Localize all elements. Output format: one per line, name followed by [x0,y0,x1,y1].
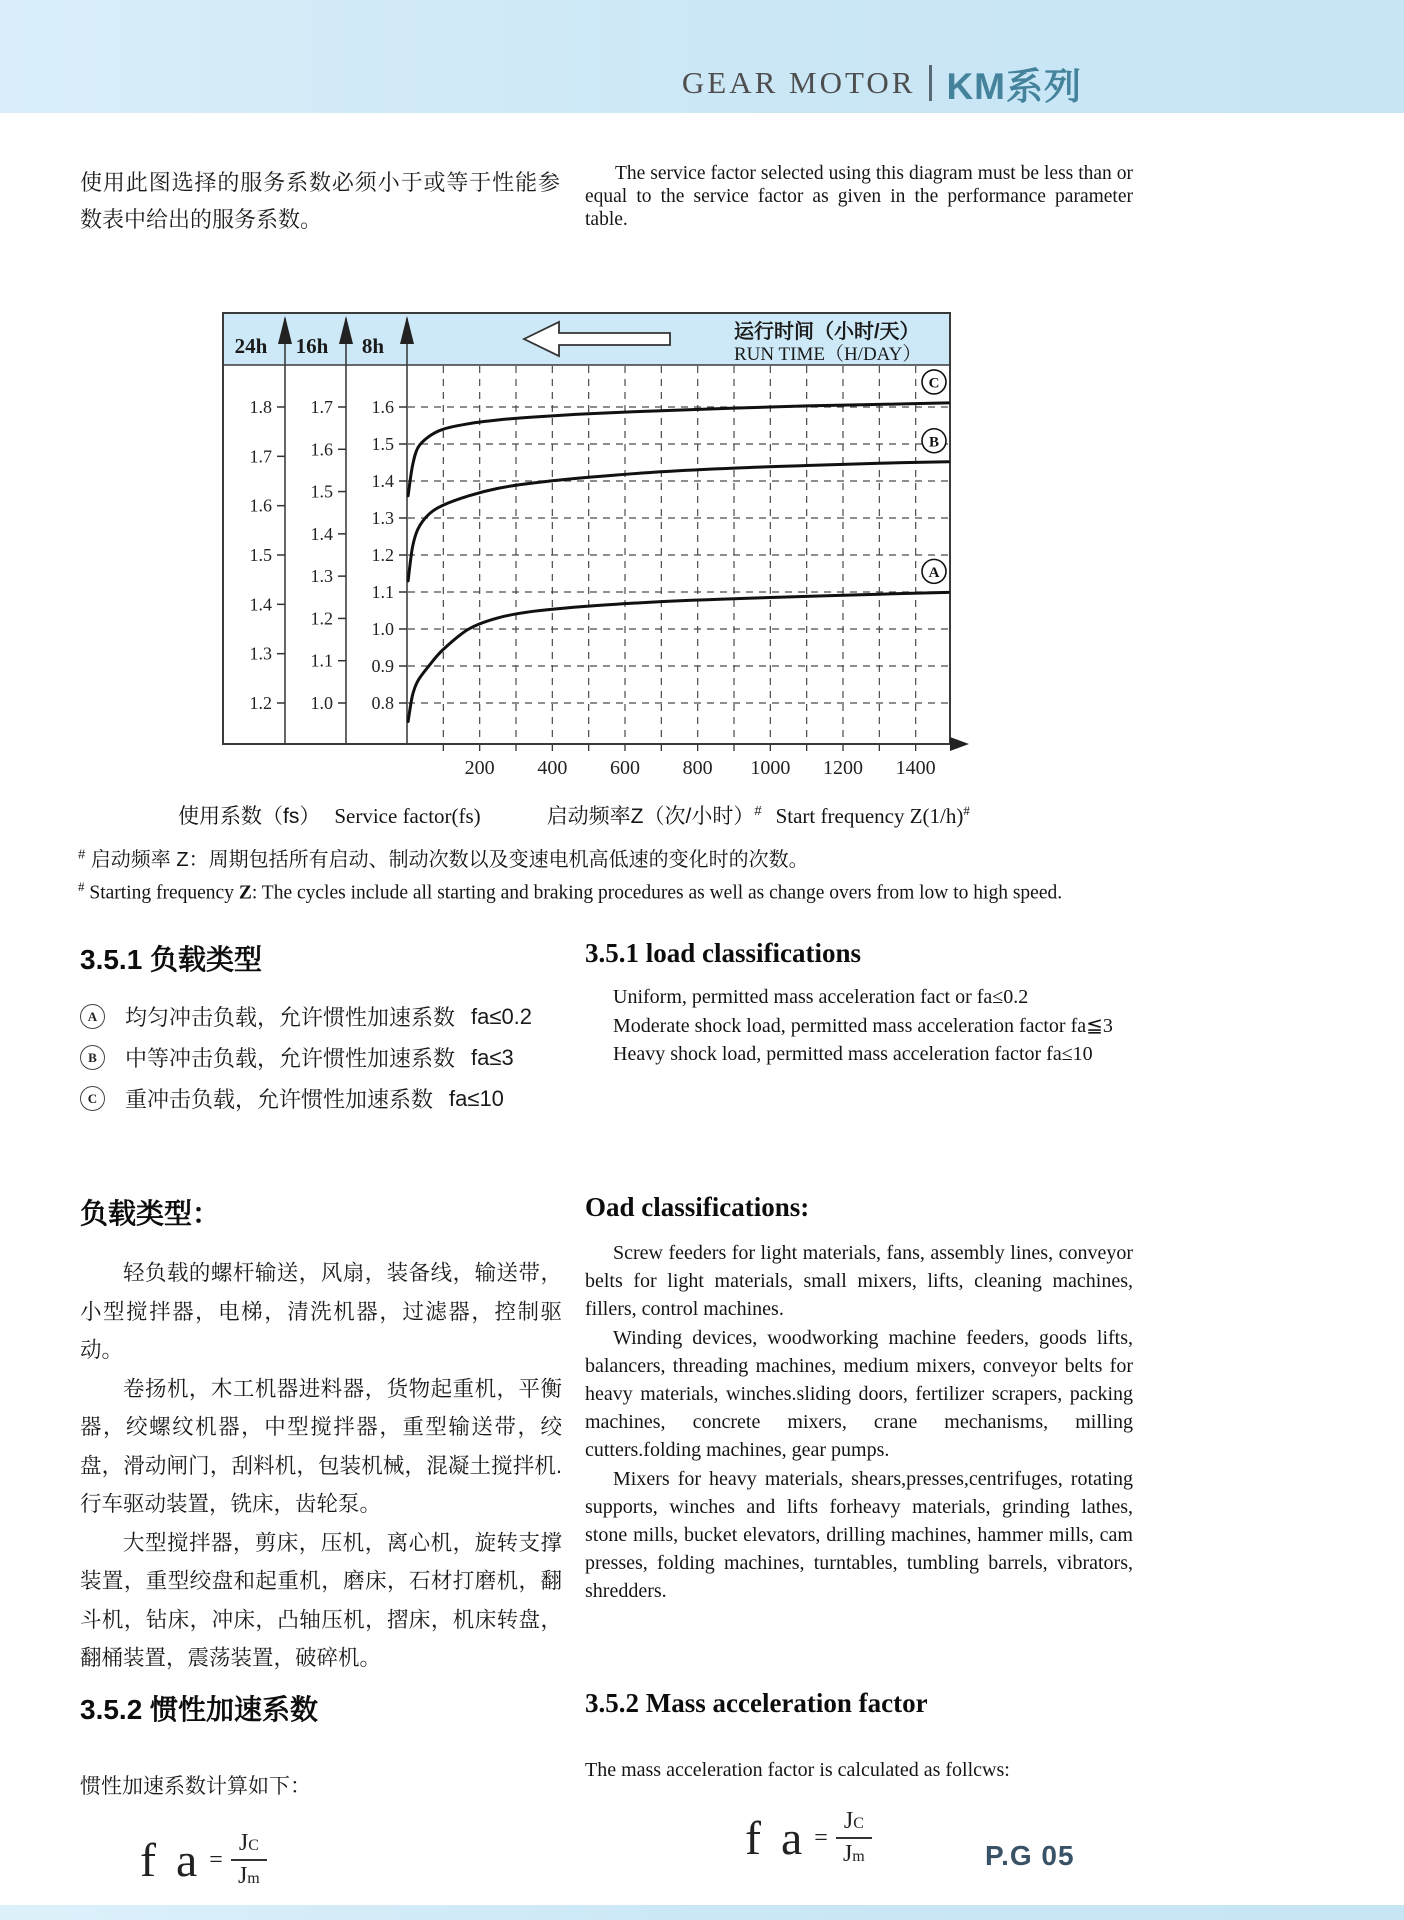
svg-text:1.7: 1.7 [310,397,333,417]
svg-text:1.3: 1.3 [310,566,333,587]
svg-text:1.1: 1.1 [371,582,394,602]
load-types-zh-title: 负载类型： [80,1198,221,1229]
x-axis-label-zh: 启动频率Z（次/小时） [546,805,755,828]
circled-c-mark: C [80,1086,105,1111]
svg-text:1.4: 1.4 [371,471,394,491]
x-axis-footnote-mark-en: # [963,803,970,818]
brand-divider [929,65,932,101]
svg-text:1.5: 1.5 [249,545,272,565]
svg-text:1400: 1400 [895,757,936,779]
load-types-zh-paragraph: 轻负载的螺杆输送，风扇，装备线，输送带，小型搅拌器，电梯，清洗机器，过滤器，控制驱动。 [80,1261,562,1362]
section-352-zh [80,1688,318,1890]
svg-text:1.5: 1.5 [371,434,394,454]
svg-text:1.3: 1.3 [249,643,272,664]
svg-text:0.9: 0.9 [371,656,394,676]
svg-text:B: B [928,434,940,451]
svg-text:1.2: 1.2 [371,545,394,565]
load-types-en-paragraph: Mixers for heavy materials, shears,presses,centrifuges, rotating supports, winches and lifts forheavy materials, grinding lathes, stone mills, bucket elevators, drilling machines, hammer mills, cam presses, folding machines, turntables, tumbling barrels, vibrators, shredders. [585,1467,1133,1603]
section-352-en-title: 3.5.2 Mass acceleration factor [585,1688,928,1718]
section-352-en [585,1688,1010,1868]
footnote-zh [78,843,809,872]
load-types-en-paragraph: Screw feeders for light materials, fans, assembly lines, conveyor belts for light materials, small mixers, lifts, cleaning machines, fillers, control machines. [585,1242,1133,1321]
svg-text:600: 600 [610,757,640,779]
intro-paragraph-zh: 使用此图选择的服务系数必须小于或等于性能参数表中给出的服务系数。 [80,170,560,232]
svg-text:1.5: 1.5 [310,481,333,502]
list-item [80,1078,570,1119]
item-text: 重冲击负载，允许惯性加速系数 [125,1087,434,1112]
item-value: fa≤10 [449,1085,504,1111]
section-352-zh-title: 3.5.2 惯性加速系数 [80,1694,319,1725]
page-number: P.G 05 [985,1840,1075,1871]
footnote-en-prefix: Starting frequency [89,882,239,904]
formula-equals: = [814,1824,828,1851]
svg-text:0.8: 0.8 [371,693,394,713]
load-class-en-item: Heavy shock load, permitted mass acceleration factor fa≤10 [613,1043,1093,1065]
list-item [80,1037,570,1078]
item-text: 均匀冲击负载，允许惯性加速系数 [125,1005,456,1030]
chart-caption [178,800,1078,830]
svg-text:1.6: 1.6 [249,495,272,516]
section-352-zh-subtext: 惯性加速系数计算如下： [80,1775,311,1798]
formula-fraction [836,1808,872,1868]
load-types-en-paragraph: Winding devices, woodworking machine feeders, goods lifts, balancers, threading machines, medium mixers, conveyor belts for heavy materials, winches.sliding doors, fertilizer scrapers, packing machines, concrete mixers, crane mechanisms, milling cutters.folding machines, gear pumps. [585,1326,1133,1462]
section-351-en [585,938,1133,1069]
svg-text:1200: 1200 [823,757,863,779]
section-351-zh [80,938,570,1119]
svg-text:A: A [928,564,940,581]
load-types-zh [80,1192,562,1678]
item-value: fa≤0.2 [471,1003,533,1029]
formula-fraction [231,1830,267,1890]
list-item [80,996,570,1037]
footnote-zh-text: 启动频率 Z：周期包括所有启动、制动次数以及变速电机高低速的变化时的次数。 [90,849,809,871]
load-types-zh-paragraph: 大型搅拌器，剪床，压机，离心机，旋转支撑装置，重型绞盘和起重机，磨床，石材打磨机，翻斗机，钻床，冲床，凸轴压机，摺床，机床转盘，翻桶装置，震荡装置，破碎机。 [80,1530,562,1670]
svg-text:800: 800 [682,757,713,779]
service-factor-chart [222,312,972,790]
y-axis-label-zh: 使用系数（fs） [178,805,321,828]
footnote-mark: # [78,846,86,862]
formula-lhs: f a [745,1811,807,1865]
svg-text:400: 400 [537,757,568,779]
intro-paragraph-en: The service factor selected using this diagram must be less than or equal to the service factor as given in the performance parameter table. [585,162,1133,230]
load-class-list-zh [80,996,570,1119]
svg-text:运行时间（小时/天）: 运行时间（小时/天） [734,321,920,343]
x-axis-label-en: Start frequency Z(1/h) [775,804,964,828]
svg-text:1.1: 1.1 [310,650,333,671]
formula-numerator: JC [231,1830,267,1861]
load-types-en-title: Oad classifications: [585,1192,810,1222]
svg-text:1.0: 1.0 [310,693,333,713]
mass-acceleration-formula [140,1830,267,1890]
svg-text:1000: 1000 [750,757,791,779]
svg-text:RUN TIME（H/DAY）: RUN TIME（H/DAY） [734,344,922,365]
section-351-zh-title: 3.5.1 负载类型 [80,944,263,975]
section-352-en-subtext: The mass acceleration factor is calculated as follcws: [585,1759,1010,1781]
svg-text:24h: 24h [234,334,268,358]
circled-a-mark: A [80,1004,105,1029]
formula-numerator: JC [836,1808,872,1839]
svg-text:1.2: 1.2 [249,693,272,713]
svg-text:1.4: 1.4 [310,523,333,544]
page-header-band [0,0,1404,113]
svg-text:8h: 8h [361,334,385,358]
footnote-en-bold: Z [238,882,252,904]
svg-text:200: 200 [464,757,495,779]
formula-denominator: Jm [842,1840,865,1867]
item-value: fa≤3 [471,1044,514,1070]
circled-b-mark: B [80,1045,105,1070]
formula-equals: = [209,1846,223,1873]
svg-text:1.6: 1.6 [371,397,394,417]
formula-lhs: f a [140,1833,202,1887]
footnote-en-rest: : The cycles include all starting and braking procedures as well as change overs from low to high speed. [251,882,1063,904]
footnote-mark-en: # [78,879,85,894]
load-class-en-item: Uniform, permitted mass acceleration fact or fa≤0.2 [613,986,1029,1008]
svg-text:16h: 16h [295,334,329,358]
svg-text:1.7: 1.7 [249,446,272,467]
formula-denominator: Jm [237,1862,260,1889]
svg-text:1.6: 1.6 [310,439,333,460]
load-class-en-item: Moderate shock load, permitted mass acceleration factor fa≦3 [613,1014,1113,1037]
section-351-en-title: 3.5.1 load classifications [585,938,862,968]
brand-series: KM系列 [946,66,1082,107]
load-types-en [585,1192,1133,1606]
x-axis-footnote-mark: # [754,803,762,818]
load-types-zh-paragraph: 卷扬机，木工机器进料器，货物起重机，平衡器，绞螺纹机器，中型搅拌器，重型输送带，绞盘，滑动闸门，刮料机，包装机械，混凝土搅拌机.行车驱动装置，铣床，齿轮泵。 [80,1376,562,1516]
svg-text:C: C [928,375,940,392]
brand-name: GEAR MOTOR [681,65,916,100]
svg-text:1.0: 1.0 [371,619,394,639]
svg-text:1.2: 1.2 [310,608,333,629]
footnote-en [78,879,1062,905]
svg-text:1.3: 1.3 [371,508,394,528]
y-axis-label-en: Service factor(fs) [334,804,481,828]
item-text: 中等冲击负载，允许惯性加速系数 [125,1046,456,1071]
svg-text:1.4: 1.4 [249,594,272,615]
page-footer-band [0,1905,1404,1920]
svg-text:1.8: 1.8 [249,397,272,417]
brand [682,56,1082,110]
mass-acceleration-formula-en [745,1808,872,1868]
